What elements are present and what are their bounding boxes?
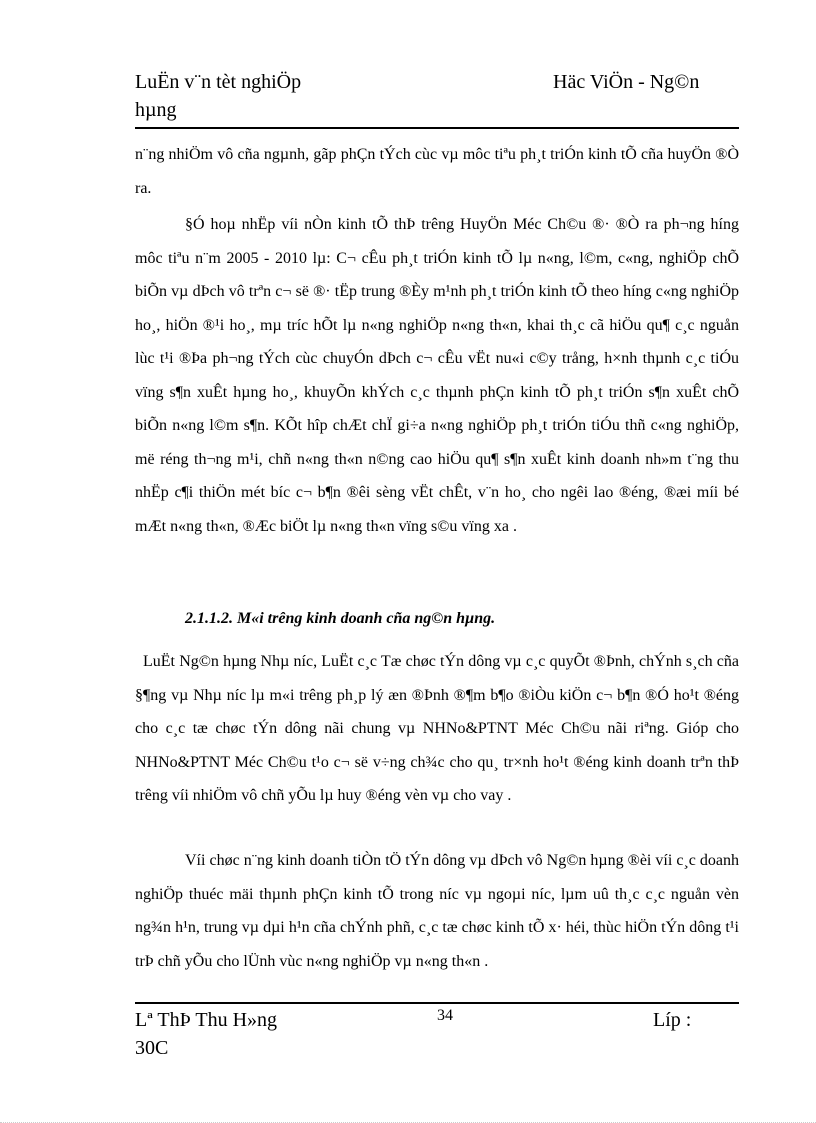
- header-thesis-title: LuËn v¨n tèt nghiÖp: [135, 71, 302, 93]
- paragraph-3: LuËt Ng©n hµng Nhµ níc, LuËt c¸c Tæ chøc tÝn dông vµ c¸c quyÕt ®Þnh, chÝnh s¸ch cña §¶ng vµ Nhµ níc lµ m«i trêng ph¸p lý æn ®Þnh ®¶m b¶o ®iÒu kiÖn c¬ b¶n ®Ó ho¹t ®éng cho c¸c tæ chøc tÝn dông nãi chung vµ NHNo&PTNT Méc Ch©u nãi riªng. Gióp cho NHNo&PTNT Méc Ch©u t¹o c¬ së v÷ng ch¾c cho qu¸ tr×nh ho¹t ®éng kinh doanh trªn thÞ trêng víi nhiÖm vô chñ yÕu lµ huy ®éng vèn vµ cho vay .: [135, 653, 739, 804]
- paragraph-4: Víi chøc n¨ng kinh doanh tiÒn tÖ tÝn dông vµ dÞch vô Ng©n hµng ®èi víi c¸c doanh nghiÖp thuéc mäi thµnh phÇn kinh tÕ trong níc vµ ngoµi níc, lµm uû th¸c c¸c nguån vèn ng¾n h¹n, trung vµ dµi h¹n cña chÝnh phñ, c¸c tæ chøc kinh tÕ x· héi, thùc hiÖn tÝn dông t¹i trÞ chñ yÕu cho lÜnh vùc n«ng nghiÖp vµ n«ng th«n .: [135, 852, 739, 970]
- footer-author: [135, 1006, 395, 1062]
- header-institution: Häc ViÖn - Ng©n: [553, 71, 700, 93]
- section-heading: 2.1.1.2. M«i trêng kinh doanh cña ng©n hµng.: [185, 610, 496, 627]
- footer-author-name: Lª ThÞ Thu H»ng: [135, 1009, 278, 1031]
- paragraph-2: §Ó hoµ nhËp víi nÒn kinh tÕ thÞ trêng HuyÖn Méc Ch©u ®· ®Ò ra ph¬ng híng môc tiªu n¨m 2005 - 2010 lµ: C¬ cÊu ph¸t triÓn kinh tÕ lµ n«ng, l©m, c«ng, nghiÖp chÕ biÕn vµ dÞch vô trªn c¬ së ®· tËp trung ®Èy m¹nh ph¸t triÓn kinh tÕ theo híng c«ng nghiÖp ho¸, hiÖn ®¹i ho¸, mµ tríc hÕt lµ n«ng nghiÖp n«ng th«n, khai th¸c cã hiÖu qu¶ c¸c nguån lùc t¹i ®Þa ph¬ng tÝch cùc chuyÓn dÞch c¬ cÊu vËt nu«i c©y trång, h×nh thµnh c¸c tiÓu vïng s¶n xuÊt hµng ho¸, khuyÕn khÝch c¸c thµnh phÇn kinh tÕ ph¸t triÓn s¶n xuÊt chÕ biÕn n«ng l©m s¶n. KÕt hîp chÆt chÏ gi÷a n«ng nghiÖp ph¸t triÓn tiÓu thñ c«ng nghiÖp, më réng th¬ng m¹i, chñ n«ng th«n n©ng cao hiÖu qu¶ s¶n xuÊt kinh doanh nh»m t¨ng thu nhËp c¶i thiÖn mét bíc c¬ b¶n ®êi sèng vËt chÊt, v¨n ho¸ cho ngêi lao ®éng, ®æi míi bé mÆt n«ng th«n, ®Æc biÖt lµ n«ng th«n vïng s©u vïng xa .: [135, 216, 739, 535]
- paragraph-1: n¨ng nhiÖm vô cña ngµnh, gãp phÇn tÝch cùc vµ môc tiªu ph¸t triÓn kinh tÕ cña huyÖn ®Ò ra.: [135, 146, 739, 197]
- header-thesis-title-cont: hµng: [135, 99, 177, 121]
- footer-author-class: 30C: [135, 1037, 169, 1059]
- page-number: 34: [437, 1007, 453, 1024]
- header-left: [135, 68, 455, 124]
- header-divider: [135, 127, 739, 129]
- footer-class-label: Líp :: [653, 1009, 692, 1031]
